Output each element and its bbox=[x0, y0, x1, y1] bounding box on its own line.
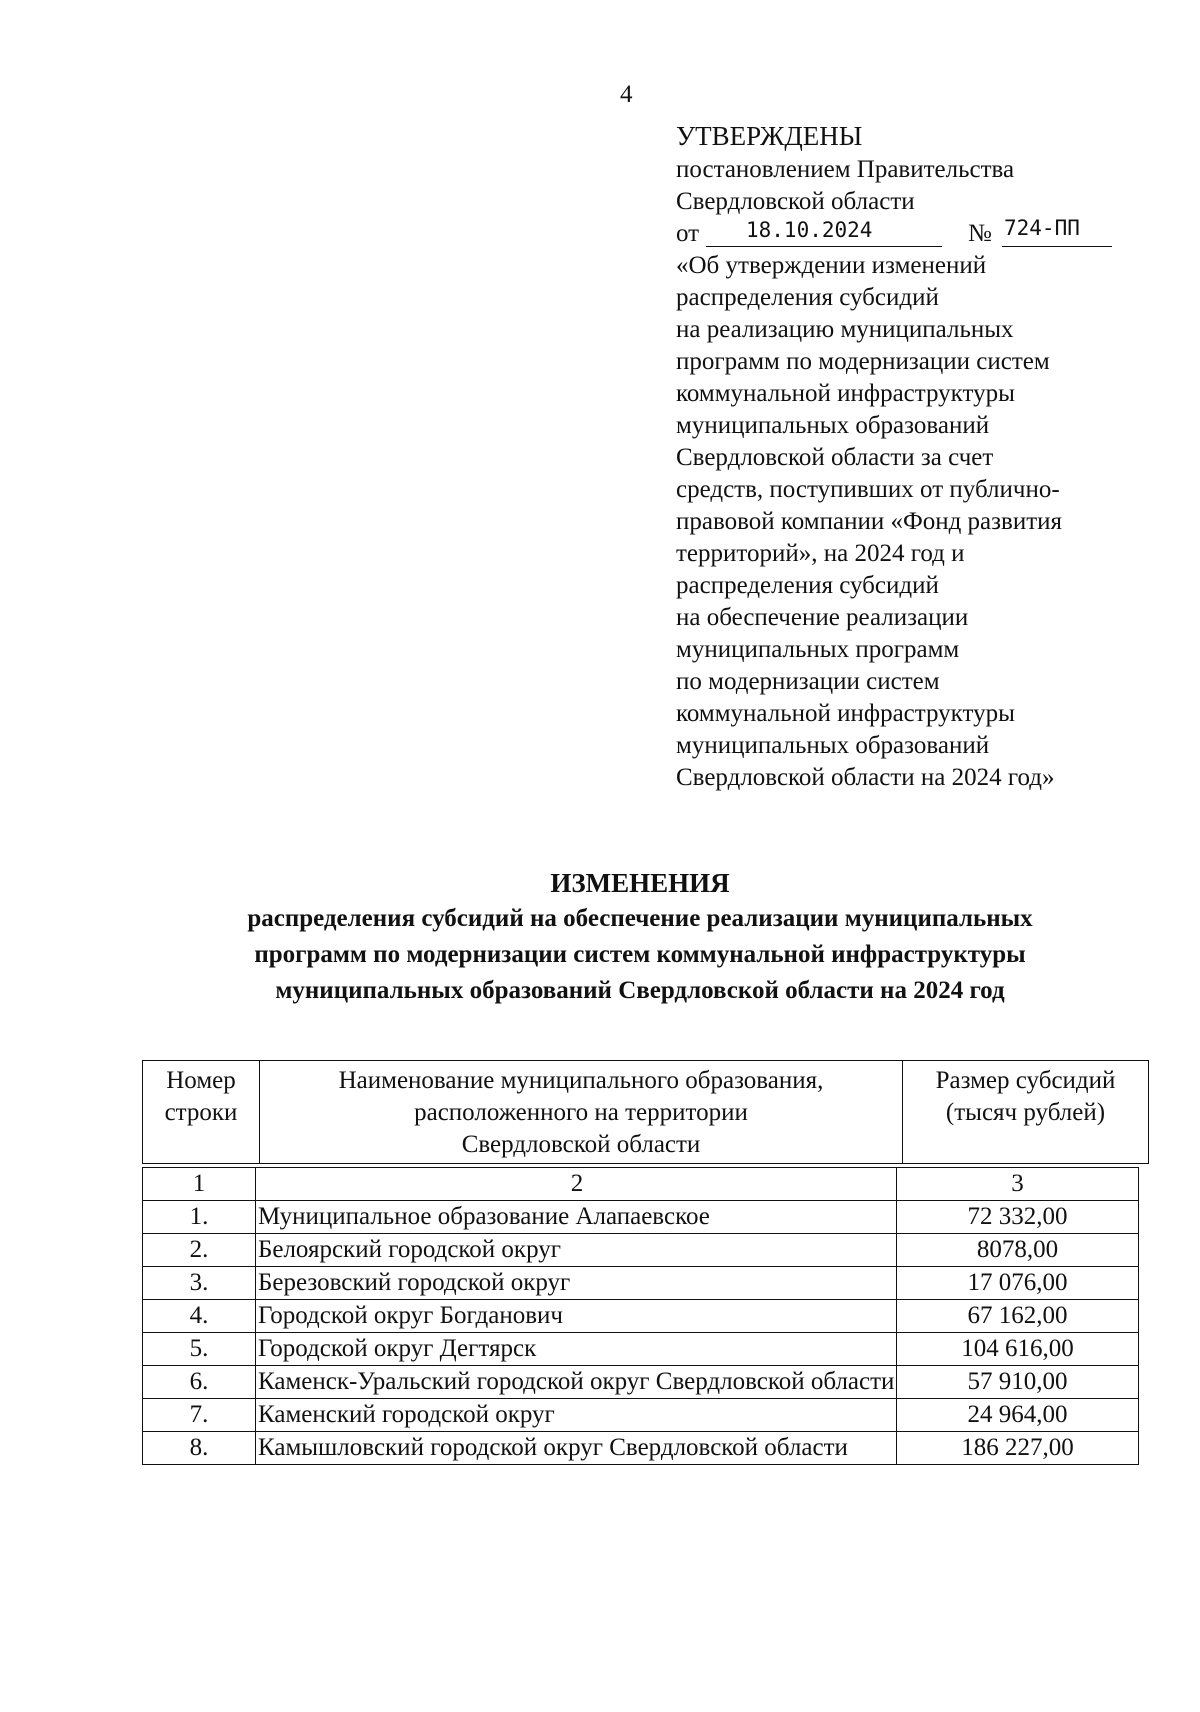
row-number: 7. bbox=[143, 1399, 256, 1432]
decree-title-line: Свердловской области за счет bbox=[676, 444, 994, 471]
municipality-name: Камышловский городской округ Свердловской области bbox=[256, 1432, 897, 1465]
subsidy-amount: 104 616,00 bbox=[897, 1333, 1139, 1366]
header-amount bbox=[903, 1061, 1149, 1164]
municipality-name: Муниципальное образование Алапаевское bbox=[256, 1201, 897, 1234]
decree-title-line: программ по модернизации систем bbox=[676, 348, 1050, 375]
municipality-name: Городской округ Богданович bbox=[256, 1300, 897, 1333]
row-number: 2. bbox=[143, 1234, 256, 1267]
decree-title-line: муниципальных образований bbox=[676, 732, 990, 759]
subsidy-amount: 72 332,00 bbox=[897, 1201, 1139, 1234]
approval-line: Свердловской области bbox=[676, 188, 915, 215]
header-text: строки bbox=[164, 1099, 238, 1126]
row-number: 3. bbox=[143, 1267, 256, 1300]
column-index: 3 bbox=[897, 1168, 1139, 1201]
document-heading bbox=[90, 865, 1190, 1009]
subsidy-amount: 8078,00 bbox=[897, 1234, 1139, 1267]
row-number: 1. bbox=[143, 1201, 256, 1234]
approval-block bbox=[676, 120, 1136, 794]
header-text: Номер bbox=[166, 1067, 236, 1094]
table-row bbox=[143, 1234, 1139, 1267]
page-number: 4 bbox=[620, 81, 633, 108]
decree-title-line: по модернизации систем bbox=[676, 668, 940, 695]
approval-line: постановлением Правительства bbox=[676, 156, 1015, 183]
decree-title-line: муниципальных образований bbox=[676, 412, 990, 439]
municipality-name: Каменск-Уральский городской округ Свердловской области bbox=[256, 1366, 897, 1399]
subsidy-amount: 186 227,00 bbox=[897, 1432, 1139, 1465]
decree-title-line: на обеспечение реализации bbox=[676, 604, 969, 631]
header-text: расположенного на территории bbox=[414, 1099, 748, 1126]
table-row bbox=[143, 1333, 1139, 1366]
heading-title: ИЗМЕНЕНИЯ bbox=[550, 868, 730, 898]
date-prefix: от bbox=[676, 220, 700, 247]
column-index: 1 bbox=[143, 1168, 256, 1201]
table-header bbox=[142, 1060, 1149, 1164]
decree-title-line: коммунальной инфраструктуры bbox=[676, 700, 1015, 727]
decree-title-line: правовой компании «Фонд развития bbox=[676, 508, 1063, 535]
municipality-name: Каменский городской округ bbox=[256, 1399, 897, 1432]
number-underline bbox=[1002, 246, 1112, 247]
heading-line: программ по модернизации систем коммунальной инфраструктуры bbox=[254, 941, 1026, 968]
heading-line: муниципальных образований Свердловской области на 2024 год bbox=[275, 977, 1005, 1004]
header-text: (тысяч рублей) bbox=[945, 1099, 1106, 1126]
subsidy-table bbox=[142, 1060, 1133, 1465]
decree-title-line: распределения субсидий bbox=[676, 284, 939, 311]
number-prefix: № bbox=[968, 220, 992, 247]
subsidy-amount: 57 910,00 bbox=[897, 1366, 1139, 1399]
decree-number: 724-ПП bbox=[1004, 216, 1080, 240]
header-municipality bbox=[260, 1061, 903, 1164]
municipality-name: Белоярский городской округ bbox=[256, 1234, 897, 1267]
table-body bbox=[142, 1167, 1139, 1465]
date-underline bbox=[706, 246, 942, 247]
decree-title-line: Свердловской области на 2024 год» bbox=[676, 764, 1055, 791]
row-number: 5. bbox=[143, 1333, 256, 1366]
approved-heading: УТВЕРЖДЕНЫ bbox=[676, 121, 863, 151]
decree-title-line: распределения субсидий bbox=[676, 572, 939, 599]
column-index-row bbox=[143, 1168, 1139, 1201]
table-row bbox=[143, 1267, 1139, 1300]
decree-title-line: муниципальных программ bbox=[676, 636, 960, 663]
row-number: 8. bbox=[143, 1432, 256, 1465]
table-row bbox=[143, 1432, 1139, 1465]
column-index: 2 bbox=[256, 1168, 897, 1201]
header-row-number bbox=[143, 1061, 260, 1164]
table-row bbox=[143, 1366, 1139, 1399]
decree-title-line: коммунальной инфраструктуры bbox=[676, 380, 1015, 407]
header-text: Свердловской области bbox=[461, 1131, 701, 1158]
header-text: Размер субсидий bbox=[935, 1067, 1116, 1094]
heading-line: распределения субсидий на обеспечение реализации муниципальных bbox=[247, 905, 1033, 932]
decree-title-line: средств, поступивших от публично- bbox=[676, 476, 1060, 503]
table-row bbox=[143, 1399, 1139, 1432]
row-number: 6. bbox=[143, 1366, 256, 1399]
subsidy-amount: 67 162,00 bbox=[897, 1300, 1139, 1333]
municipality-name: Березовский городской округ bbox=[256, 1267, 897, 1300]
table-row bbox=[143, 1300, 1139, 1333]
subsidy-amount: 17 076,00 bbox=[897, 1267, 1139, 1300]
decree-title-line: «Об утверждении изменений bbox=[676, 252, 987, 279]
header-text: Наименование муниципального образования, bbox=[338, 1067, 824, 1094]
subsidy-amount: 24 964,00 bbox=[897, 1399, 1139, 1432]
decree-title-line: территорий», на 2024 год и bbox=[676, 540, 965, 567]
decree-title bbox=[676, 250, 1136, 794]
municipality-name: Городской округ Дегтярск bbox=[256, 1333, 897, 1366]
row-number: 4. bbox=[143, 1300, 256, 1333]
date-number-line bbox=[676, 218, 1136, 250]
table-row bbox=[143, 1201, 1139, 1234]
decree-title-line: на реализацию муниципальных bbox=[676, 316, 1014, 343]
decree-date: 18.10.2024 bbox=[746, 218, 873, 242]
